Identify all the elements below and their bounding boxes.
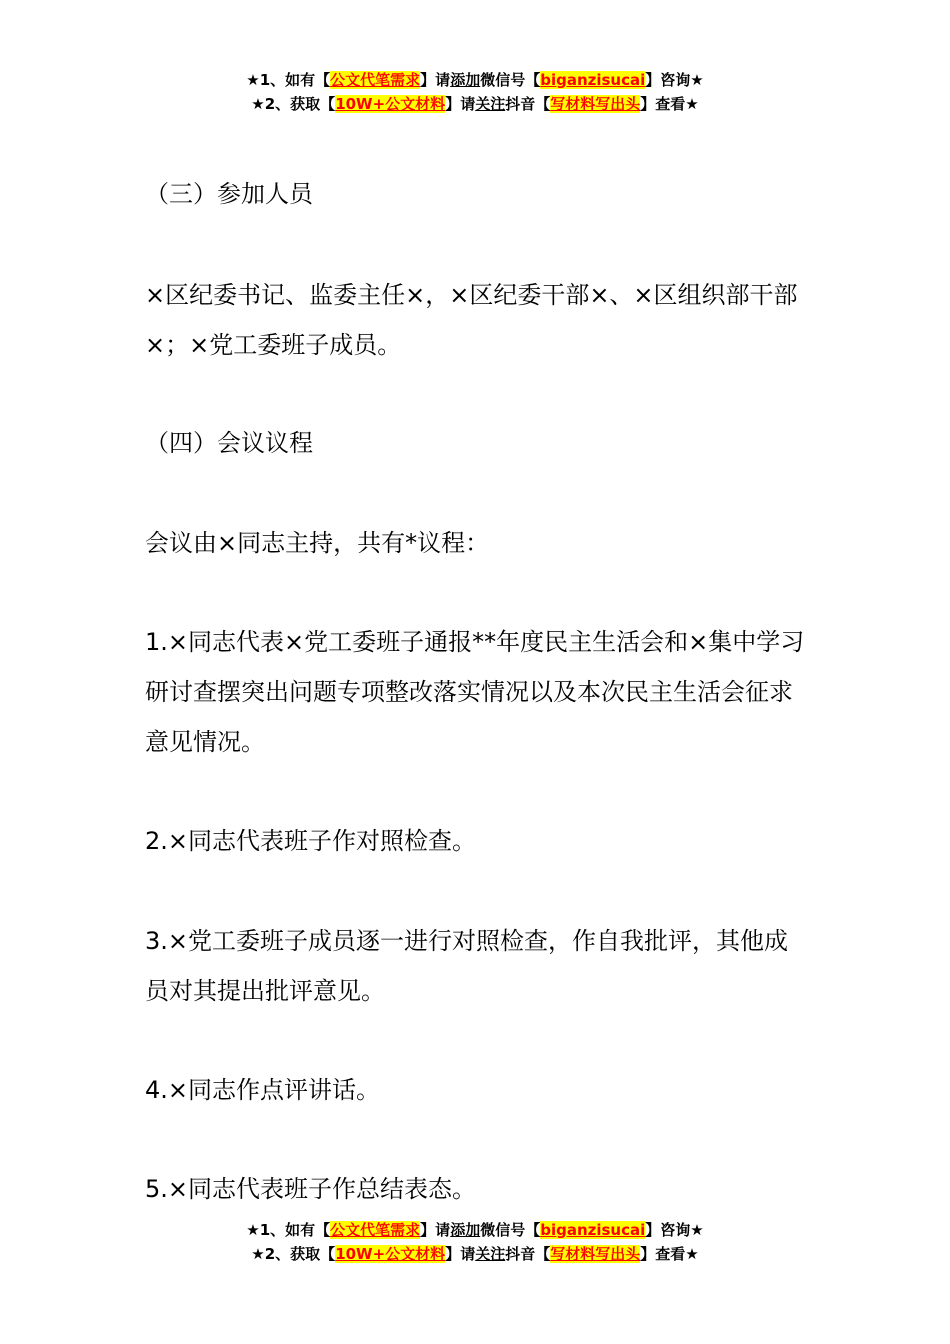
banner-text: 】请 [420,71,451,89]
banner-text: 抖音【 [505,1245,551,1263]
banner-underline: 关注 [475,95,506,113]
list-item: 5.×同志代表班子作总结表态。 [145,1175,477,1203]
bottom-banner [0,1218,950,1266]
banner-line-2 [0,1242,950,1266]
section-heading: （四）会议议程 [145,429,313,457]
section-heading: （三）参加人员 [145,180,313,208]
banner-underline: 关注 [475,1245,506,1263]
banner-highlight: biganzisucai [540,71,646,89]
banner-text: ★1、如有【 [246,71,331,89]
banner-underline: 添加 [450,1221,481,1239]
banner-highlight: 写材料写出头 [550,95,641,113]
banner-text: 】请 [445,95,476,113]
banner-text: 微信号【 [480,1221,541,1239]
banner-highlight: 写材料写出头 [550,1245,641,1263]
banner-text: 】查看★ [640,1245,699,1263]
top-banner [0,68,950,116]
banner-highlight: 公文代笔需求 [330,1221,421,1239]
banner-highlight: 公文代笔需求 [330,71,421,89]
paragraph: 会议由×同志主持，共有*议程： [145,529,490,557]
banner-text: 微信号【 [480,71,541,89]
banner-text: 】查看★ [640,95,699,113]
banner-text: 】咨询★ [645,71,704,89]
banner-text: 】请 [445,1245,476,1263]
banner-text: 】请 [420,1221,451,1239]
banner-text: 抖音【 [505,95,551,113]
list-item: 1.×同志代表×党工委班子通报**年度民主生活会和×集中学习研讨查摆突出问题专项整改落实情况以及本次民主生活会征求意见情况。 [145,628,805,756]
banner-highlight: 10W+公文材料 [335,1245,446,1263]
list-item: 4.×同志作点评讲话。 [145,1076,381,1104]
banner-highlight: biganzisucai [540,1221,646,1239]
banner-text: ★2、获取【 [251,1245,336,1263]
list-item: 2.×同志代表班子作对照检查。 [145,827,477,855]
banner-line-1 [0,1218,950,1242]
banner-line-2 [0,92,950,116]
paragraph: ×区纪委书记、监委主任×，×区纪委干部×、×区组织部干部×；×党工委班子成员。 [145,281,798,359]
banner-text: 】咨询★ [645,1221,704,1239]
banner-line-1 [0,68,950,92]
banner-text: ★1、如有【 [246,1221,331,1239]
banner-text: ★2、获取【 [251,95,336,113]
list-item: 3.×党工委班子成员逐一进行对照检查，作自我批评，其他成员对其提出批评意见。 [145,927,789,1005]
banner-underline: 添加 [450,71,481,89]
banner-highlight: 10W+公文材料 [335,95,446,113]
